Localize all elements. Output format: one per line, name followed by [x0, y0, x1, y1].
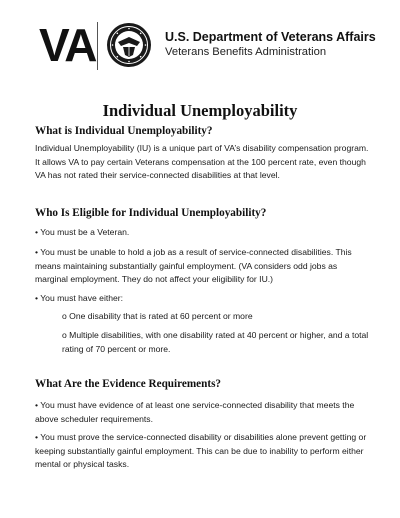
- org-block: [165, 30, 376, 59]
- bullet-item: • You must be a Veteran.: [35, 227, 130, 237]
- va-logo: VA: [39, 19, 96, 71]
- bullet-item: • You must be unable to hold a job as a result of service-connected disabilities. This means maintaining substantially gainful employment. (VA considers odd jobs as marginal employment. They do not affect your eligibility for IU.): [35, 247, 352, 285]
- org-name: U.S. Department of Veterans Affairs: [165, 30, 376, 44]
- section-heading: What Are the Evidence Requirements?: [35, 378, 222, 390]
- logo-divider: [97, 22, 98, 70]
- bullet-item: • You must prove the service-connected disability or disabilities alone prevent getting or keeping substantially gainful employment. This can be due to inability to perform either mental or physical tasks.: [35, 432, 367, 470]
- letterhead: [0, 0, 400, 78]
- va-seal-icon: [106, 22, 152, 68]
- section-heading: What is Individual Unemployability?: [35, 125, 213, 137]
- bullet-item: • You must have evidence of at least one service-connected disability that meets the above scheduler requirements.: [35, 400, 355, 424]
- bullet-item: • You must have either:: [35, 293, 124, 303]
- org-subtitle: Veterans Benefits Administration: [165, 46, 327, 58]
- sub-bullet-item: o One disability that is rated at 60 percent or more: [62, 311, 253, 321]
- section-heading: Who Is Eligible for Individual Unemployability?: [35, 207, 267, 219]
- sub-bullet-item: o Multiple disabilities, with one disability rated at 40 percent or higher, and a total rating of 70 percent or more.: [62, 330, 369, 354]
- paragraph: Individual Unemployability (IU) is a unique part of VA’s disability compensation program. It allows VA to pay certain Veterans compensation at the 100 percent rate, even though VA has not rated their service-connected disabilities at that level.: [35, 143, 369, 181]
- document-title: Individual Unemployability: [102, 101, 298, 120]
